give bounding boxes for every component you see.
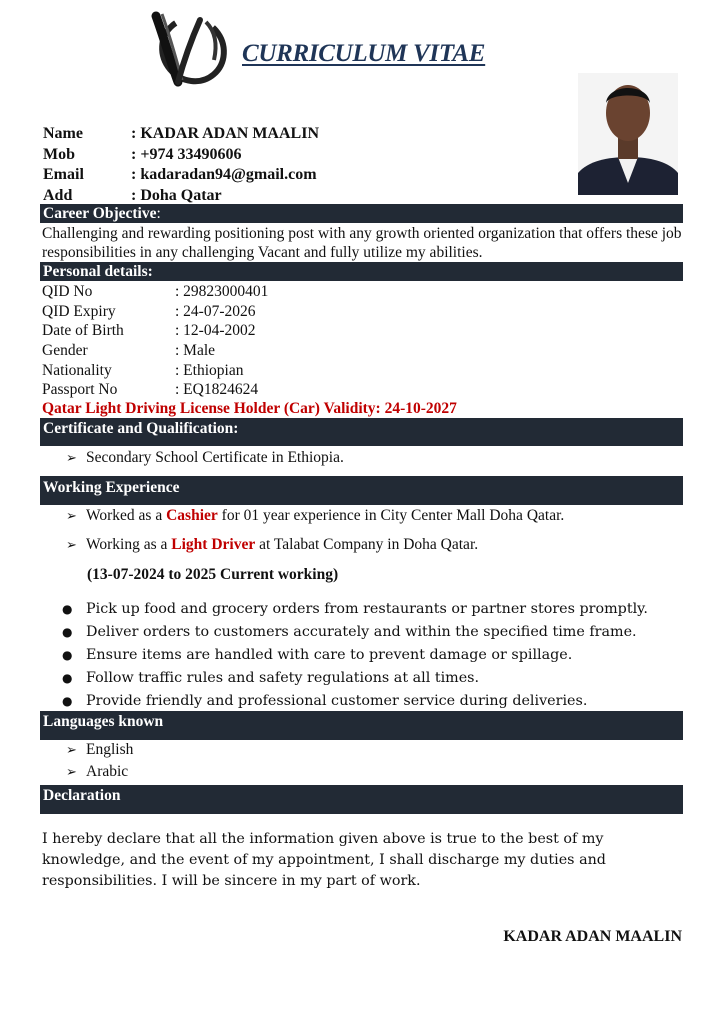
job-role: Light Driver — [171, 536, 256, 553]
duty-item — [62, 621, 648, 644]
separator: : — [131, 186, 137, 204]
language-item — [66, 741, 133, 759]
detail-label: Passport No — [42, 381, 118, 399]
duty-text: Ensure items are handled with care to prevent damage or spillage. — [86, 647, 573, 663]
contact-label: Email — [43, 166, 84, 183]
contact-value: kadaradan94@gmail.com — [140, 166, 317, 183]
detail-value: : 24-07-2026 — [175, 302, 256, 320]
job-text: at Talabat Company in Doha Qatar. — [255, 536, 479, 553]
separator: : — [131, 145, 137, 163]
contact-mob-row — [43, 145, 319, 166]
experience-item — [66, 507, 564, 525]
contact-label: Mob — [43, 145, 75, 163]
detail-value: : Ethiopian — [175, 361, 244, 379]
arrow-bullet-icon: ➢ — [66, 451, 77, 466]
job-role: Cashier — [166, 507, 218, 524]
duty-text: Provide friendly and professional customer service during deliveries. — [86, 693, 588, 709]
duty-text: Deliver orders to customers accurately and within the specified time frame. — [86, 624, 637, 640]
detail-label: Nationality — [42, 361, 112, 379]
arrow-bullet-icon: ➢ — [66, 743, 77, 758]
detail-row — [42, 282, 268, 302]
detail-label: QID No — [42, 283, 93, 300]
detail-label: Gender — [42, 342, 88, 360]
detail-label: Date of Birth — [42, 322, 124, 340]
certificate-item — [66, 449, 344, 467]
detail-value: : Male — [175, 342, 216, 360]
duty-item — [62, 690, 648, 713]
cv-title: CURRICULUM VITAE — [242, 40, 486, 67]
language-item — [66, 763, 128, 781]
contact-name-row — [43, 124, 319, 145]
detail-row — [42, 361, 268, 381]
job-text: Worked as a — [86, 507, 167, 524]
separator: : — [131, 125, 137, 142]
section-bar-languages: Languages known — [40, 711, 683, 740]
detail-row — [42, 341, 268, 361]
duty-item — [62, 644, 648, 667]
detail-value: : 12-04-2002 — [175, 322, 256, 340]
vc-logo — [148, 8, 230, 88]
profile-photo — [578, 73, 678, 195]
duties-list — [62, 598, 648, 713]
contact-value: +974 33490606 — [140, 145, 242, 163]
section-bar-career — [40, 204, 683, 223]
contact-address-row — [43, 186, 319, 207]
dot-bullet-icon: ● — [62, 671, 73, 685]
duty-text: Follow traffic rules and safety regulations at all times. — [86, 670, 480, 686]
detail-row — [42, 380, 268, 400]
career-objective-text: Challenging and rewarding positioning post with any growth oriented organization that offers these job responsibilities in any challenging Vacant and fully utilize my abilities. — [42, 225, 682, 261]
section-heading: Career Objective — [43, 205, 157, 222]
arrow-bullet-icon: ➢ — [66, 509, 77, 524]
contact-label: Add — [43, 186, 73, 204]
driving-license-note: Qatar Light Driving License Holder (Car) Validity: 24-10-2027 — [42, 400, 457, 417]
job-period: (13-07-2024 to 2025 Current working) — [87, 566, 339, 583]
duty-item — [62, 667, 648, 690]
section-bar-certificate: Certificate and Qualification: — [40, 418, 683, 446]
dot-bullet-icon: ● — [62, 648, 73, 662]
language-text: English — [86, 741, 134, 758]
contact-value: Doha Qatar — [140, 186, 222, 204]
contact-block — [43, 124, 319, 206]
dot-bullet-icon: ● — [62, 694, 73, 708]
detail-row — [42, 321, 268, 341]
detail-value: : EQ1824624 — [175, 381, 259, 399]
heading-colon: : — [156, 205, 161, 222]
duty-item — [62, 598, 648, 621]
dot-bullet-icon: ● — [62, 625, 73, 639]
section-bar-declaration: Declaration — [40, 785, 683, 814]
section-bar-experience: Working Experience — [40, 476, 683, 505]
contact-value: KADAR ADAN MAALIN — [140, 125, 319, 142]
detail-label: QID Expiry — [42, 302, 116, 320]
language-text: Arabic — [86, 763, 129, 780]
signature-name: KADAR ADAN MAALIN — [503, 928, 682, 945]
personal-details — [42, 282, 268, 400]
job-text: Working as a — [86, 536, 172, 553]
section-bar-personal: Personal details: — [40, 262, 683, 281]
detail-row — [42, 302, 268, 322]
contact-email-row — [43, 165, 319, 186]
arrow-bullet-icon: ➢ — [66, 538, 77, 553]
duty-text: Pick up food and grocery orders from restaurants or partner stores promptly. — [86, 601, 648, 617]
declaration-text: I hereby declare that all the information given above is true to the best of my knowledge, and the event of my appointment, I shall discharge my duties and responsibilities. I will be sincere in my part of work. — [42, 831, 606, 889]
job-text: for 01 year experience in City Center Mall Doha Qatar. — [217, 507, 565, 524]
separator: : — [131, 166, 137, 183]
arrow-bullet-icon: ➢ — [66, 765, 77, 780]
dot-bullet-icon: ● — [62, 602, 73, 616]
certificate-text: Secondary School Certificate in Ethiopia. — [86, 449, 344, 466]
detail-value: : 29823000401 — [175, 283, 269, 300]
experience-item — [66, 536, 478, 554]
contact-label: Name — [43, 125, 83, 142]
